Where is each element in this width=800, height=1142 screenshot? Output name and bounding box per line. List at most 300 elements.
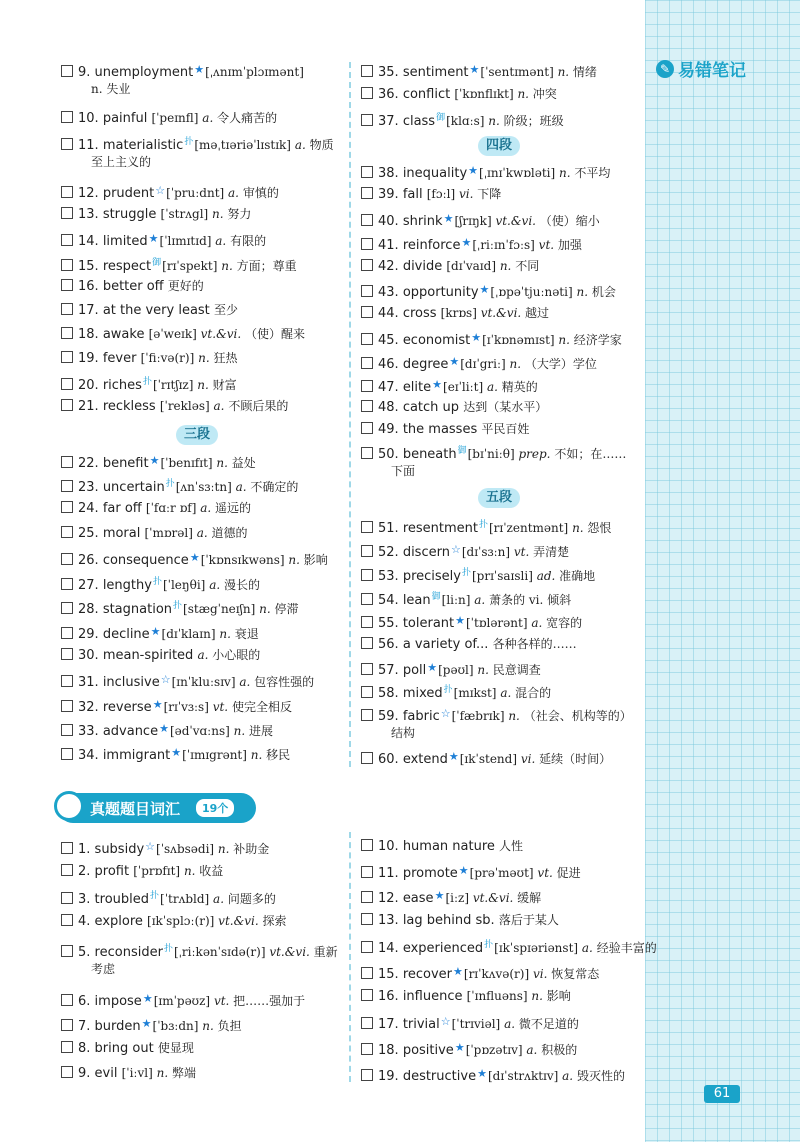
entry-number: 44. <box>378 306 403 321</box>
vocab-entry <box>61 525 248 542</box>
entry-pos: n. <box>488 114 504 128</box>
vocab-entry <box>361 988 571 1005</box>
entry-word: consequence <box>102 553 189 568</box>
vocab-entry <box>361 912 559 929</box>
entry-definition: 遥远的 <box>215 501 252 515</box>
checkbox[interactable] <box>361 422 373 434</box>
checkbox[interactable] <box>361 913 373 925</box>
entry-phonetic: [məˌtɪəriəˈlɪstɪk] <box>194 138 295 152</box>
entry-mark-icon: 扑 <box>150 891 160 901</box>
entry-number: 37. <box>378 114 403 129</box>
entry-phonetic: [ˈɪnfluəns] <box>466 989 532 1003</box>
vocab-entry <box>61 888 276 908</box>
vocab-entry <box>361 541 569 561</box>
entry-mark-icon: ☆ <box>145 840 156 853</box>
entry-definition: 不确定的 <box>250 480 299 494</box>
entry-mark-icon: ★ <box>477 1067 487 1080</box>
entry-mark-icon: ★ <box>171 746 182 759</box>
checkbox[interactable] <box>361 114 373 126</box>
entry-number: 55. <box>378 616 403 631</box>
vocab-entry <box>361 862 581 882</box>
checkbox[interactable] <box>361 891 373 903</box>
entry-definition: 不同 <box>515 259 540 273</box>
entry-definition: 停滞 <box>274 602 299 616</box>
checkbox[interactable] <box>361 400 373 412</box>
entry-number: 46. <box>378 357 403 372</box>
vocab-entry <box>361 1039 577 1059</box>
checkbox[interactable] <box>361 752 373 764</box>
checkbox[interactable] <box>61 945 73 957</box>
entry-number: 26. <box>78 553 103 568</box>
vocab-entry <box>61 696 292 716</box>
entry-pos: a. <box>486 380 502 394</box>
entry-mark-icon: 御 <box>457 446 467 456</box>
entry-mark-icon: 扑 <box>184 137 194 147</box>
entry-number: 12. <box>78 186 103 201</box>
checkbox[interactable] <box>61 602 73 614</box>
entry-word: impose <box>94 994 142 1009</box>
entry-word: discern <box>402 545 450 560</box>
vocab-entry <box>361 376 538 396</box>
entry-phonetic: [ˌriːkənˈsɪdə(r)] <box>173 945 270 959</box>
entry-phonetic: [ˈprɒfɪt] <box>133 864 184 878</box>
entry-word: mixed <box>402 686 443 701</box>
entry-phonetic: [ˈlɪmɪtɪd] <box>159 234 216 248</box>
checkbox[interactable] <box>361 1069 373 1081</box>
entry-word: uncertain <box>102 480 165 495</box>
checkbox[interactable] <box>61 186 73 198</box>
checkbox[interactable] <box>61 234 73 246</box>
entry-pos: n. <box>477 663 493 677</box>
entry-mark-icon: ★ <box>453 965 463 978</box>
entry-phonetic: [ɪkˈstend] <box>459 752 521 766</box>
entry-word: lengthy <box>102 578 152 593</box>
entry-word: fever <box>102 351 137 366</box>
vocab-entry <box>361 399 547 416</box>
entry-pos: a. <box>209 578 224 592</box>
checkbox[interactable] <box>61 553 73 565</box>
entry-definition: 平民百姓 <box>481 422 530 436</box>
checkbox[interactable] <box>61 138 73 150</box>
vocab-entry <box>361 281 616 301</box>
entry-pos: n. <box>531 989 547 1003</box>
vocab-entry <box>361 234 582 254</box>
entry-pos: a. <box>196 526 212 540</box>
entry-definition-cont: 考虑 <box>91 962 116 976</box>
entry-pos: n. <box>219 627 235 641</box>
entry-phonetic: [dɪˈstrʌktɪv] <box>487 1069 563 1083</box>
entry-number: 38. <box>378 166 403 181</box>
checkbox[interactable] <box>61 501 73 513</box>
entry-mark-icon: ★ <box>454 1041 465 1054</box>
entry-phonetic: [ɪkˈsplɔː(r)] <box>147 914 219 928</box>
column-divider <box>349 62 351 767</box>
checkbox[interactable] <box>61 914 73 926</box>
entry-definition: 衰退 <box>234 627 259 641</box>
vocab-entry <box>361 258 539 275</box>
entry-phonetic: [rɪˈzentmənt] <box>489 521 573 535</box>
entry-mark-icon: 扑 <box>484 940 494 950</box>
entry-definition-cont: n. 失业 <box>91 82 131 96</box>
checkbox[interactable] <box>61 378 73 390</box>
entry-number: 56. <box>378 637 403 652</box>
entry-pos: vi. <box>532 967 552 981</box>
entry-definition: 令人痛苦的 <box>217 111 278 125</box>
vocab-entry <box>61 278 204 295</box>
entry-number: 57. <box>378 663 403 678</box>
checkbox[interactable] <box>361 380 373 392</box>
entry-mark-icon: 扑 <box>163 944 173 954</box>
checkbox[interactable] <box>361 333 373 345</box>
entry-word: subsidy <box>94 842 145 857</box>
entry-definition: 微不足道的 <box>518 1017 579 1031</box>
entry-pos: vt.&vi. <box>218 914 263 928</box>
checkbox[interactable] <box>61 748 73 760</box>
entry-pos: vt.&vi. <box>480 306 526 320</box>
checkbox[interactable] <box>61 700 73 712</box>
entry-phonetic: [ˈsʌbsədi] <box>156 842 218 856</box>
entry-pos: a. <box>531 616 547 630</box>
checkbox[interactable] <box>61 480 73 492</box>
entry-definition: 不顾后果的 <box>228 399 289 413</box>
vocab-entry <box>361 329 622 349</box>
entry-definition: 落后于某人 <box>498 913 559 927</box>
vocab-title: 真题题目词汇 <box>90 800 181 818</box>
vocab-entry <box>361 589 571 609</box>
vocab-entry <box>61 398 288 415</box>
entry-mark-icon: 扑 <box>142 377 152 387</box>
entry-mark-icon: ★ <box>152 698 163 711</box>
checkbox[interactable] <box>361 866 373 878</box>
entry-pos: a. <box>474 593 490 607</box>
entry-phonetic: [ʃrɪŋk] <box>454 214 496 228</box>
entry-phonetic: [ɪkˈspɪəriənst] <box>494 941 582 955</box>
checkbox[interactable] <box>361 709 373 721</box>
entry-word: extend <box>402 752 448 767</box>
entry-definition: 毁灭性的 <box>576 1069 625 1083</box>
entry-word: elite <box>402 380 432 395</box>
checkbox[interactable] <box>361 521 373 533</box>
entry-definition: 弊端 <box>171 1066 196 1080</box>
entry-word: beneath <box>402 447 457 462</box>
checkbox[interactable] <box>361 1043 373 1055</box>
checkbox[interactable] <box>361 65 373 77</box>
entry-definition: 小心眼的 <box>212 648 261 662</box>
entry-number: 18. <box>378 1043 403 1058</box>
entry-phonetic: [fɔːl] <box>426 187 459 201</box>
entry-number: 50. <box>378 447 403 462</box>
vocab-header <box>58 793 256 823</box>
entry-pos: vt. <box>538 238 558 252</box>
entry-phonetic: [rɪˈspekt] <box>162 259 222 273</box>
entry-word: respect <box>102 259 152 274</box>
checkbox[interactable] <box>361 686 373 698</box>
entry-number: 21. <box>78 399 103 414</box>
entry-pos: prep. <box>518 447 555 461</box>
entry-phonetic: [ˈfɑːr ɒf] <box>145 501 201 515</box>
entry-pos: n. <box>198 351 214 365</box>
vocab-entry <box>61 913 287 930</box>
entry-phonetic: [ədˈvɑːns] <box>169 724 234 738</box>
checkbox[interactable] <box>61 399 73 411</box>
checkbox[interactable] <box>361 569 373 581</box>
checkbox[interactable] <box>61 327 73 339</box>
vocab-entry <box>61 744 290 764</box>
checkbox[interactable] <box>61 842 73 854</box>
entry-number: 30. <box>78 648 103 663</box>
entry-definition: 狂热 <box>213 351 238 365</box>
entry-pos: n. <box>508 709 524 723</box>
entry-pos: n. <box>509 357 525 371</box>
checkbox[interactable] <box>61 1066 73 1078</box>
entry-mark-icon: 御 <box>152 258 162 268</box>
checkbox[interactable] <box>61 994 73 1006</box>
vocab-entry <box>361 838 523 855</box>
entry-definition: 有限的 <box>230 234 267 248</box>
entry-definition: 各种各样的…… <box>492 637 577 651</box>
checkbox[interactable] <box>361 447 373 459</box>
vocab-entry <box>61 574 260 594</box>
entry-word: human nature <box>402 839 495 854</box>
entry-definition: 精英的 <box>501 380 538 394</box>
entry-phonetic: [ˈmɒrəl] <box>144 526 197 540</box>
entry-word: burden <box>94 1019 141 1034</box>
entry-phonetic: [prəˈməʊt] <box>469 866 538 880</box>
entry-word: limited <box>102 234 148 249</box>
entry-phonetic: [liːn] <box>441 593 475 607</box>
checkbox[interactable] <box>61 526 73 538</box>
notes-grid-panel <box>645 0 800 1142</box>
vocab-entry <box>361 421 529 438</box>
vocab-entry <box>61 326 305 343</box>
entry-definition: 怨恨 <box>587 521 612 535</box>
checkbox[interactable] <box>361 616 373 628</box>
entry-pos: n. <box>557 65 573 79</box>
checkbox[interactable] <box>61 111 73 123</box>
entry-phonetic: [mɪkst] <box>453 686 501 700</box>
entry-pos: n. <box>202 1019 218 1033</box>
vocab-entry <box>61 647 260 664</box>
entry-number: 28. <box>78 602 103 617</box>
entry-mark-icon: ★ <box>449 355 460 368</box>
vocab-entry <box>61 134 334 171</box>
checkbox[interactable] <box>61 578 73 590</box>
entry-definition: 补助金 <box>233 842 270 856</box>
entry-phonetic: [ˈkɒnflɪkt] <box>454 87 518 101</box>
entry-word: riches <box>102 378 142 393</box>
checkbox[interactable] <box>61 864 73 876</box>
checkbox[interactable] <box>361 593 373 605</box>
checkbox[interactable] <box>61 627 73 639</box>
entry-number: 22. <box>78 456 103 471</box>
entry-phonetic: [ˈpruːdnt] <box>166 186 229 200</box>
entry-definition: 使显现 <box>157 1041 194 1055</box>
entry-pos: vt. <box>212 700 232 714</box>
entry-definition: 经济学家 <box>573 333 622 347</box>
entry-phonetic: [ˈkɒnsɪkwəns] <box>200 553 289 567</box>
checkbox[interactable] <box>361 545 373 557</box>
vocab-entry <box>61 61 304 98</box>
checkbox[interactable] <box>361 238 373 250</box>
entry-pos: a. <box>235 480 251 494</box>
checkbox[interactable] <box>61 207 73 219</box>
checkbox[interactable] <box>361 87 373 99</box>
checkbox[interactable] <box>61 259 73 271</box>
entry-word: destructive <box>402 1069 477 1084</box>
entry-phonetic: [ˈrɪtʃɪz] <box>152 378 198 392</box>
entry-number: 20. <box>78 378 103 393</box>
vocab-entry <box>361 705 632 742</box>
vocab-entry <box>361 162 610 182</box>
entry-word: inequality <box>402 166 468 181</box>
vocab-entry <box>361 305 549 322</box>
checkbox[interactable] <box>61 892 73 904</box>
entry-mark-icon: ★ <box>461 236 472 249</box>
entry-pos: a. <box>213 892 228 906</box>
entry-definition: 民意调查 <box>492 663 541 677</box>
entry-number: 10. <box>78 111 103 126</box>
entry-pos: n. <box>558 333 574 347</box>
entry-definition: 达到（某水平） <box>463 400 548 414</box>
entry-mark-icon: ★ <box>458 864 469 877</box>
entry-phonetic: [ˈpeɪnfl] <box>151 111 203 125</box>
checkbox[interactable] <box>61 303 73 315</box>
checkbox[interactable] <box>61 1041 73 1053</box>
entry-mark-icon: ★ <box>469 63 480 76</box>
entry-mark-icon: ★ <box>189 551 200 564</box>
entry-number: 58. <box>378 686 403 701</box>
entry-word: benefit <box>102 456 149 471</box>
entry-number: 4. <box>78 914 95 929</box>
entry-word: economist <box>402 333 471 348</box>
vocab-entry <box>361 748 611 768</box>
vocab-entry <box>361 1065 625 1085</box>
checkbox[interactable] <box>61 675 73 687</box>
entry-pos: vi. <box>520 752 540 766</box>
vocab-entry <box>61 255 297 275</box>
checkbox[interactable] <box>361 967 373 979</box>
checkbox[interactable] <box>361 259 373 271</box>
vocab-count-badge: 19个 <box>196 799 234 817</box>
entry-pos: vt. <box>513 545 534 559</box>
entry-word: sentiment <box>402 65 469 80</box>
checkbox[interactable] <box>361 214 373 226</box>
checkbox[interactable] <box>61 279 73 291</box>
entry-definition: 道德的 <box>211 526 248 540</box>
checkbox[interactable] <box>61 351 73 363</box>
entry-word: resentment <box>402 521 478 536</box>
entry-number: 6. <box>78 994 95 1009</box>
vocab-entry <box>61 623 259 643</box>
entry-mark-icon: ★ <box>150 625 161 638</box>
entry-number: 11. <box>378 866 403 881</box>
checkbox[interactable] <box>61 1019 73 1031</box>
entry-word: reinforce <box>402 238 461 253</box>
entry-pos: a. <box>526 1043 542 1057</box>
checkbox[interactable] <box>361 941 373 953</box>
entry-number: 16. <box>78 279 103 294</box>
entry-phonetic: [ˈbɜːdn] <box>152 1019 203 1033</box>
entry-number: 59. <box>378 709 403 724</box>
checkbox[interactable] <box>361 187 373 199</box>
entry-definition: 努力 <box>227 207 252 221</box>
entry-definition: 促进 <box>556 866 581 880</box>
checkbox[interactable] <box>361 306 373 318</box>
vocab-entry <box>361 612 582 632</box>
vocab-entry <box>361 682 551 702</box>
entry-phonetic: [dɪˈsɜːn] <box>461 545 514 559</box>
entry-definition-cont: 下面 <box>391 464 416 478</box>
entry-mark-icon: ☆ <box>440 707 451 720</box>
checkbox[interactable] <box>361 839 373 851</box>
checkbox[interactable] <box>61 456 73 468</box>
entry-phonetic: [eɪˈliːt] <box>443 380 487 394</box>
entry-definition: 物质 <box>309 138 334 152</box>
vocab-entry <box>361 186 501 203</box>
entry-mark-icon: ★ <box>142 992 153 1005</box>
checkbox[interactable] <box>361 663 373 675</box>
entry-word: bring out <box>94 1041 154 1056</box>
entry-word: unemployment <box>94 65 194 80</box>
entry-phonetic: [rɪˈkʌvə(r)] <box>463 967 533 981</box>
entry-number: 13. <box>78 207 103 222</box>
entry-definition: 进展 <box>248 724 273 738</box>
entry-phonetic: [rɪˈvɜːs] <box>163 700 213 714</box>
entry-mark-icon: 扑 <box>443 685 453 695</box>
entry-word: lean <box>402 593 431 608</box>
checkbox[interactable] <box>361 166 373 178</box>
entry-definition: 益处 <box>231 456 256 470</box>
entry-definition: 下降 <box>477 187 502 201</box>
entry-phonetic: [ˌɒpəˈtjuːnəti] <box>490 285 577 299</box>
entry-pos: a. <box>202 111 218 125</box>
entry-number: 16. <box>378 989 403 1004</box>
entry-pos: n. <box>156 1066 172 1080</box>
vocab-entry <box>61 598 298 618</box>
entry-number: 15. <box>78 259 103 274</box>
entry-definition: 更好的 <box>167 279 204 293</box>
entry-number: 17. <box>378 1017 403 1032</box>
notes-header <box>656 56 746 81</box>
checkbox[interactable] <box>361 357 373 369</box>
checkbox[interactable] <box>61 648 73 660</box>
vocab-entry <box>61 990 305 1010</box>
checkbox[interactable] <box>361 1017 373 1029</box>
entry-phonetic: [dɪˈklaɪn] <box>161 627 220 641</box>
checkbox[interactable] <box>361 637 373 649</box>
entry-word: better off <box>102 279 164 294</box>
entry-mark-icon: 御 <box>431 592 441 602</box>
entry-pos: n. <box>517 87 533 101</box>
entry-phonetic: [ˌʌnɪmˈplɔɪmənt] <box>205 65 304 79</box>
entry-mark-icon: ☆ <box>160 673 171 686</box>
entry-definition: 影响 <box>303 553 328 567</box>
checkbox[interactable] <box>61 65 73 77</box>
entry-word: catch up <box>402 400 460 415</box>
entry-word: cross <box>402 306 437 321</box>
entry-number: 5. <box>78 945 95 960</box>
vocab-entry <box>361 517 611 537</box>
entry-phonetic: [pəʊl] <box>438 663 478 677</box>
checkbox[interactable] <box>361 989 373 1001</box>
entry-number: 17. <box>78 303 103 318</box>
entry-phonetic: [iːz] <box>445 891 473 905</box>
checkbox[interactable] <box>61 724 73 736</box>
entry-word: inclusive <box>102 675 160 690</box>
checkbox[interactable] <box>361 285 373 297</box>
vocab-entry <box>361 887 541 907</box>
entry-phonetic: [ɪˈkɒnəmɪst] <box>482 333 559 347</box>
